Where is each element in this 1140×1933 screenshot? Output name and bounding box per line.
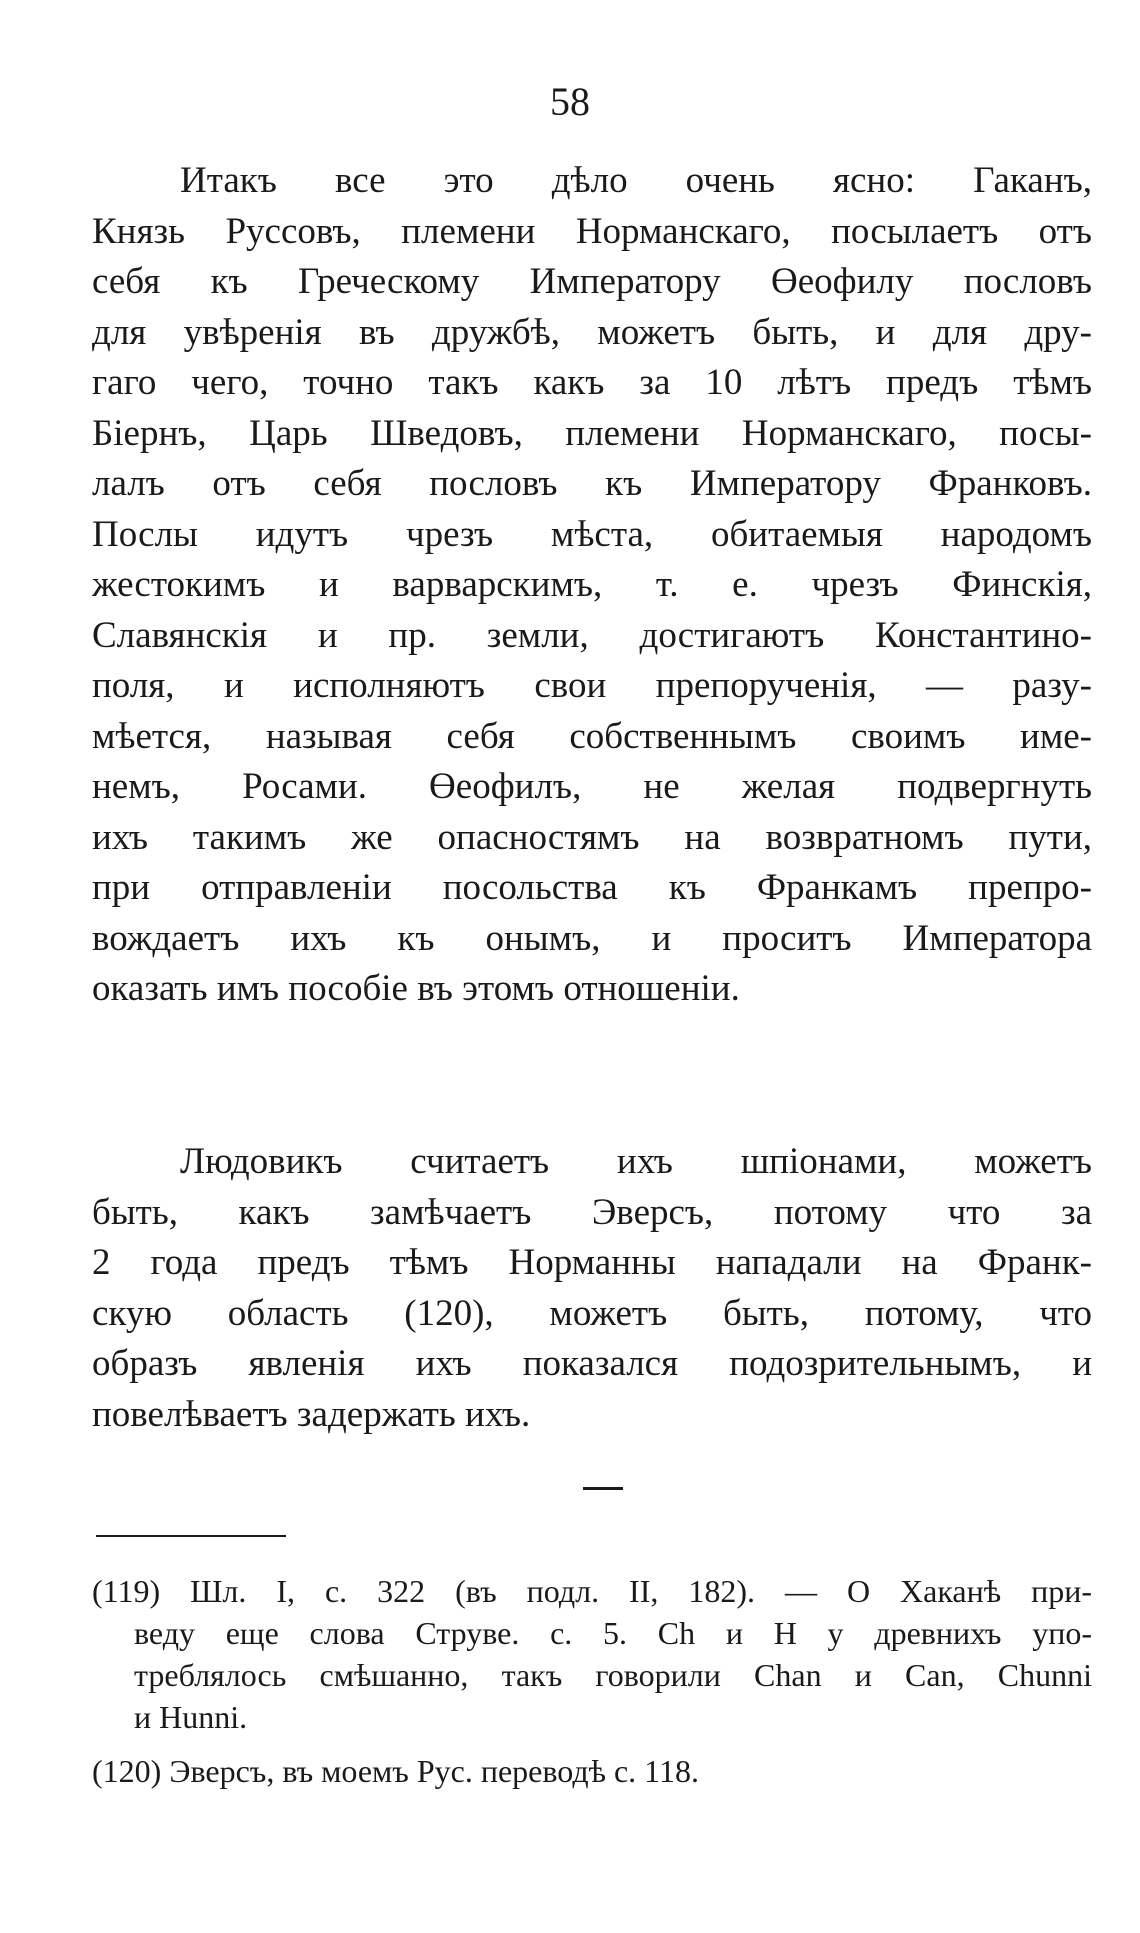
footnote-line: и Hunni. — [134, 1699, 248, 1735]
text-line: вождаетъ ихъ къ онымъ, и проситъ Императора — [92, 917, 1092, 959]
text-line: Славянскія и пр. земли, достигаютъ Константино- — [92, 614, 1092, 656]
text-line: гаго чего, точно такъ какъ за 10 лѣтъ предъ тѣмъ — [92, 362, 1092, 403]
text-line: для увѣренія въ дружбѣ, можетъ быть, и для дру- — [92, 311, 1092, 353]
text-line: немъ, Росами. Өеофилъ, не желая подвергнуть — [92, 766, 1092, 807]
text-line: Итакъ все это дѣло очень ясно: Гаканъ, — [180, 160, 1092, 201]
text-line: себя къ Греческому Императору Өеофилу пословъ — [92, 261, 1092, 302]
footnote-line: треблялось смѣшанно, такъ говорили Chan и Can, Chunni — [134, 1657, 1092, 1693]
footnote-120 — [92, 1750, 1092, 1792]
paragraph-2 — [92, 1137, 1092, 1440]
page-number: 58 — [550, 79, 590, 124]
footnote-separator — [96, 1535, 286, 1537]
text-line: повелѣваетъ задержать ихъ. — [92, 1393, 531, 1435]
text-line: скую область (120), можетъ быть, потому, что — [92, 1292, 1092, 1334]
text-line: Біернъ, Царь Шведовъ, племени Норманскаго, посы- — [92, 412, 1092, 454]
text-line: при отправленіи посольства къ Франкамъ препро- — [92, 867, 1092, 908]
text-line: поля, и исполняютъ свои препорученія, — разу- — [92, 665, 1092, 706]
text-line: Князь Руссовъ, племени Норманскаго, посылаетъ отъ — [92, 210, 1092, 252]
text-line: ихъ такимъ же опасностямъ на возвратномъ пути, — [92, 816, 1092, 858]
footnotes — [92, 1570, 1092, 1804]
section-end-rule — [583, 1487, 623, 1490]
text-line: мѣется, называя себя собственнымъ своимъ име- — [92, 715, 1092, 757]
text-line: быть, какъ замѣчаетъ Эверсъ, потому что за — [92, 1191, 1092, 1233]
paragraph-1 — [92, 156, 1092, 1015]
text-line: 2 года предъ тѣмъ Норманны нападали на Франк- — [92, 1242, 1092, 1283]
footnote-119 — [92, 1570, 1092, 1738]
text-line: Людовикъ считаетъ ихъ шпіонами, можетъ — [180, 1141, 1092, 1182]
text-line: оказать имъ пособіе въ этомъ отношеніи. — [92, 968, 740, 1009]
text-line: образъ явленія ихъ показался подозрительнымъ, и — [92, 1343, 1092, 1384]
text-line: Послы идутъ чрезъ мѣста, обитаемыя народомъ — [92, 513, 1092, 555]
footnote-line: веду еще слова Струве. с. 5. Ch и H у древнихъ упо- — [134, 1615, 1092, 1651]
text-line: лалъ отъ себя пословъ къ Императору Франковъ. — [92, 463, 1092, 504]
footnote-line: (119) Шл. I, с. 322 (въ подл. II, 182). — О Хаканѣ при- — [92, 1573, 1092, 1609]
footnote-line: (120) Эверсъ, въ моемъ Рус. переводѣ с. 118. — [92, 1753, 699, 1789]
text-line: жестокимъ и варварскимъ, т. е. чрезъ Финскія, — [92, 564, 1092, 605]
